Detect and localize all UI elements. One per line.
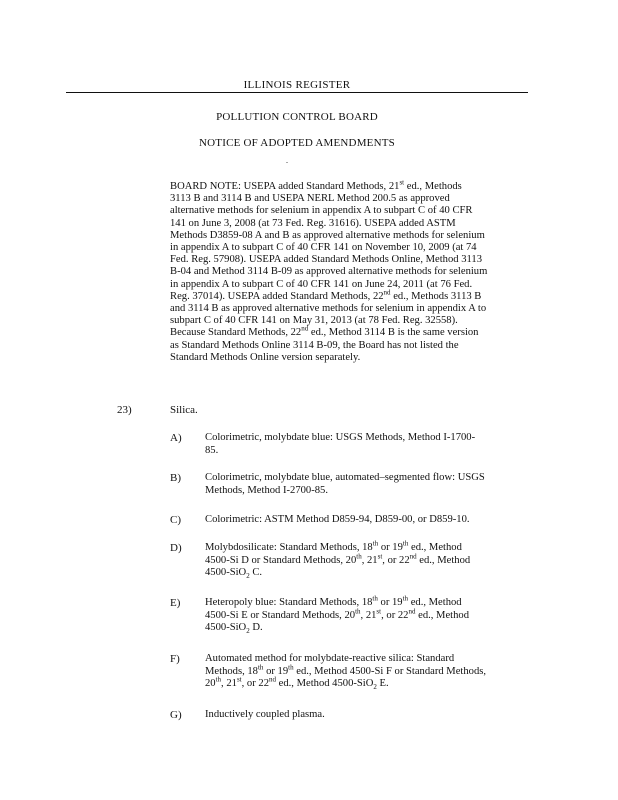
item-text-line: Methods, 18th or 19th ed., Method 4500-Si F or Standard Methods,	[205, 663, 487, 677]
board-note-line: as Standard Methods Online 3114 B-09, the Board has not listed the	[170, 339, 459, 351]
item-label: F)	[170, 653, 180, 665]
board-note-line: 3113 B and 3114 B and USEPA NERL Method 200.5 as approved	[170, 193, 450, 205]
item-text-line: 4500-Si E or Standard Methods, 20th, 21st, or 22nd ed., Method	[205, 607, 470, 621]
item-label: A)	[170, 432, 182, 444]
notice-title: NOTICE OF ADOPTED AMENDMENTS	[199, 137, 395, 149]
board-note-line: 141 on June 3, 2008 (at 73 Fed. Reg. 31616). USEPA added ASTM	[170, 217, 456, 229]
item-text	[205, 472, 535, 497]
item-text-line: 20th, 21st, or 22nd ed., Method 4500-SiO$_2$ E.	[205, 675, 389, 692]
board-note-line: Methods D3859-08 A and B as approved alternative methods for selenium	[170, 229, 485, 241]
item-label: C)	[170, 514, 181, 526]
header-rule	[66, 92, 528, 93]
board-note-line: BOARD NOTE: USEPA added Standard Methods, 21st ed., Methods	[170, 178, 462, 192]
board-note-line: in appendix A to subpart C of 40 CFR 141 on November 10, 2009 (at 74	[170, 242, 477, 254]
board-note-line: Fed. Reg. 57908). USEPA added Standard Methods Online, Method 3113	[170, 254, 483, 266]
item-text-line: Heteropoly blue: Standard Methods, 18th or 19th ed., Method	[205, 594, 462, 608]
section-title: Silica.	[170, 404, 198, 416]
register-title: ILLINOIS REGISTER	[243, 79, 351, 91]
section-number: 23)	[117, 404, 132, 416]
item-label: D)	[170, 542, 182, 554]
board-note-line: Because Standard Methods, 22nd ed., Method 3114 B is the same version	[170, 324, 479, 339]
item-text-line: 4500-Si D or Standard Methods, 20th, 21st, or 22nd ed., Method	[205, 552, 471, 566]
item-text	[205, 432, 535, 457]
board-note-line: B-04 and Method 3114 B-09 as approved alternative methods for selenium	[170, 266, 488, 278]
board-note	[170, 178, 536, 364]
item-text	[205, 594, 535, 636]
board-note-line: alternative methods for selenium in appendix A to subpart C of 40 CFR	[170, 205, 473, 217]
item-text-line: 4500-SiO$_2$ D.	[205, 622, 263, 636]
item-text-line: Methods, Method I-2700-85.	[205, 484, 328, 496]
board-note-line: and 3114 B as approved alternative methods for selenium in appendix A to	[170, 303, 487, 315]
item-label: E)	[170, 597, 181, 609]
item-text-line: 85.	[205, 444, 219, 456]
board-name: POLLUTION CONTROL BOARD	[216, 111, 378, 123]
item-text-line: Colorimetric, molybdate blue: USGS Methods, Method I-1700-	[205, 432, 476, 443]
item-text-line: Automated method for molybdate-reactive silica: Standard	[205, 653, 455, 664]
item-text	[205, 653, 535, 691]
item-text-line: Molybdosilicate: Standard Methods, 18th or 19th ed., Method	[205, 539, 462, 553]
item-text	[205, 539, 535, 581]
item-label: G)	[170, 709, 182, 721]
item-text-line: Inductively coupled plasma.	[205, 709, 325, 720]
item-text-line: Colorimetric: ASTM Method D859-94, D859-00, or D859-10.	[205, 514, 470, 525]
board-note-line: in appendix A to subpart C of 40 CFR 141 on June 24, 2011 (at 76 Fed.	[170, 278, 473, 290]
stray-mark: .	[286, 156, 288, 165]
item-text-line: 4500-SiO$_2$ C.	[205, 567, 263, 581]
board-note-line: subpart C of 40 CFR 141 on May 31, 2013 (at 78 Fed. Reg. 32558).	[170, 315, 458, 327]
item-text	[205, 514, 535, 527]
board-note-line: Standard Methods Online version separately.	[170, 351, 361, 363]
item-text	[205, 709, 535, 722]
item-label: B)	[170, 472, 181, 484]
board-note-line: Reg. 37014). USEPA added Standard Methods, 22nd ed., Methods 3113 B	[170, 288, 482, 302]
item-text-line: Colorimetric, molybdate blue, automated–segmented flow: USGS	[205, 472, 485, 483]
